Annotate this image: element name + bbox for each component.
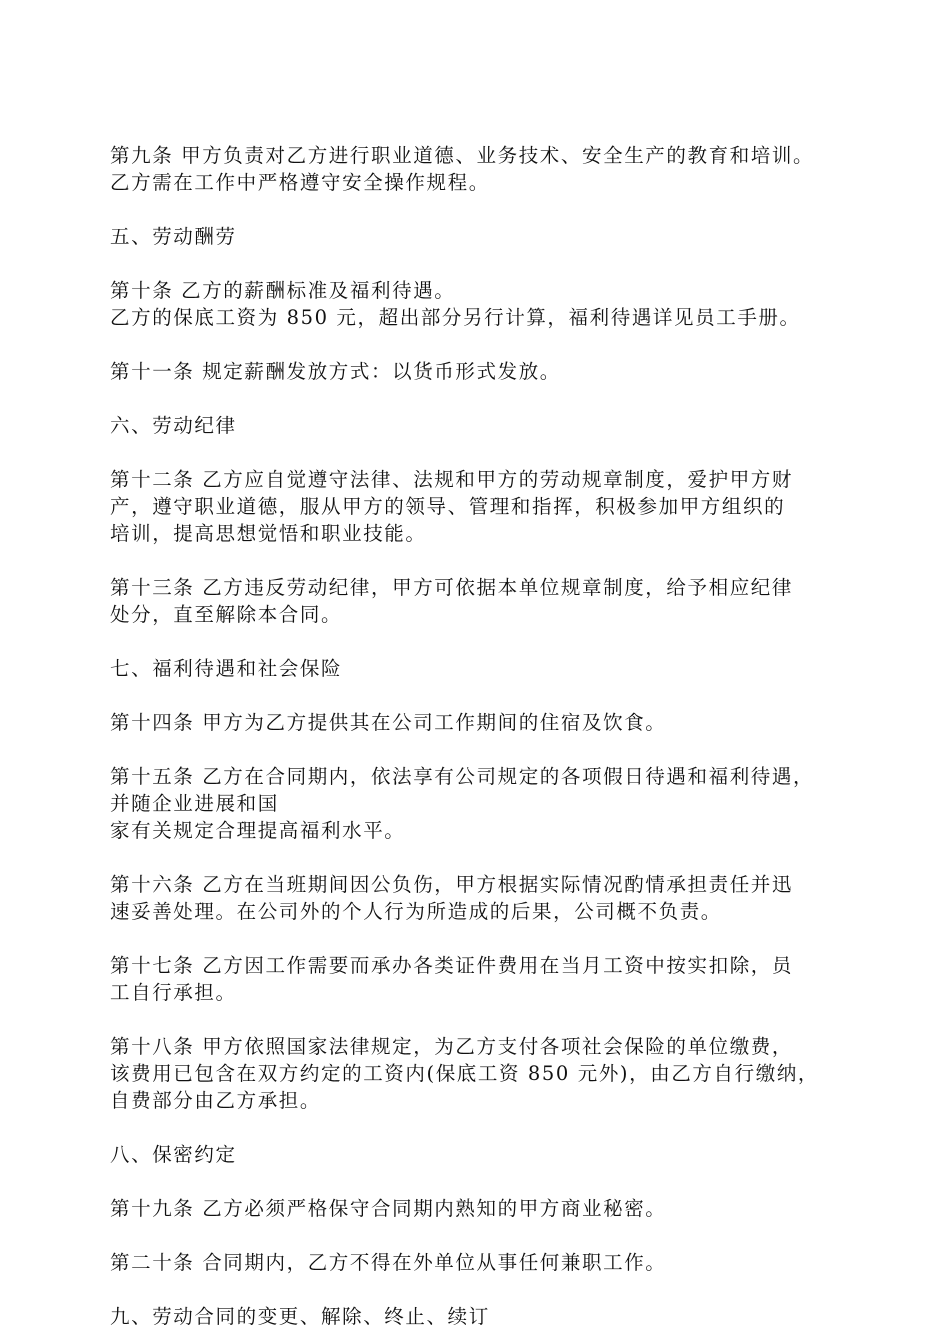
document-page — [110, 142, 850, 1330]
blank-line — [110, 682, 850, 709]
text-line: 该费用已包含在双方约定的工资内(保底工资 850 元外)，由乙方自行缴纳， — [110, 1062, 820, 1085]
text-line: 第九条 甲方负责对乙方进行职业道德、业务技术、安全生产的教育和培训。 — [110, 144, 815, 167]
blank-line — [110, 736, 850, 763]
text-line: 第十五条 乙方在合同期内，依法享有公司规定的各项假日待遇和福利待遇， — [110, 765, 815, 788]
text-line: 第二十条 合同期内，乙方不得在外单位从事任何兼职工作。 — [110, 1251, 667, 1274]
text-line: 处分，直至解除本合同。 — [110, 603, 343, 626]
text-line: 六、劳动纪律 — [110, 414, 237, 437]
blank-line — [110, 250, 850, 277]
blank-line — [110, 439, 850, 466]
blank-line — [110, 925, 850, 952]
text-line: 八、保密约定 — [110, 1143, 237, 1166]
text-line: 工自行承担。 — [110, 981, 237, 1004]
text-line: 七、福利待遇和社会保险 — [110, 657, 343, 680]
blank-line — [110, 1168, 850, 1195]
text-line: 第十三条 乙方违反劳动纪律，甲方可依据本单位规章制度，给予相应纪律 — [110, 576, 793, 599]
text-line: 第十九条 乙方必须严格保守合同期内熟知的甲方商业秘密。 — [110, 1197, 667, 1220]
blank-line — [110, 385, 850, 412]
text-line: 九、劳动合同的变更、解除、终止、续订 — [110, 1305, 490, 1328]
blank-line — [110, 547, 850, 574]
blank-line — [110, 1222, 850, 1249]
text-line: 产，遵守职业道德，服从甲方的领导、管理和指挥，积极参加甲方组织的 — [110, 495, 786, 518]
text-line: 第十二条 乙方应自觉遵守法律、法规和甲方的劳动规章制度，爱护甲方财 — [110, 468, 793, 491]
blank-line — [110, 628, 850, 655]
text-line: 培训，提高思想觉悟和职业技能。 — [110, 522, 427, 545]
text-line: 第十六条 乙方在当班期间因公负伤，甲方根据实际情况酌情承担责任并迅 — [110, 873, 793, 896]
text-line: 家有关规定合理提高福利水平。 — [110, 819, 406, 842]
text-line: 第十一条 规定薪酬发放方式：以货币形式发放。 — [110, 360, 561, 383]
blank-line — [110, 844, 850, 871]
text-line: 第十四条 甲方为乙方提供其在公司工作期间的住宿及饮食。 — [110, 711, 667, 734]
text-line: 速妥善处理。在公司外的个人行为所造成的后果，公司概不负责。 — [110, 900, 722, 923]
text-line: 并随企业进展和国 — [110, 792, 279, 815]
text-line: 第十八条 甲方依照国家法律规定，为乙方支付各项社会保险的单位缴费， — [110, 1035, 793, 1058]
blank-line — [110, 1006, 850, 1033]
blank-line — [110, 196, 850, 223]
text-line: 第十条 乙方的薪酬标准及福利待遇。 — [110, 279, 456, 302]
text-line: 五、劳动酬劳 — [110, 225, 237, 248]
text-line: 自费部分由乙方承担。 — [110, 1089, 322, 1112]
text-line: 第十七条 乙方因工作需要而承办各类证件费用在当月工资中按实扣除，员 — [110, 954, 793, 977]
text-line: 乙方需在工作中严格遵守安全操作规程。 — [110, 171, 490, 194]
blank-line — [110, 1114, 850, 1141]
blank-line — [110, 1276, 850, 1303]
text-line: 乙方的保底工资为 850 元，超出部分另行计算，福利待遇详见员工手册。 — [110, 306, 801, 329]
blank-line — [110, 331, 850, 358]
